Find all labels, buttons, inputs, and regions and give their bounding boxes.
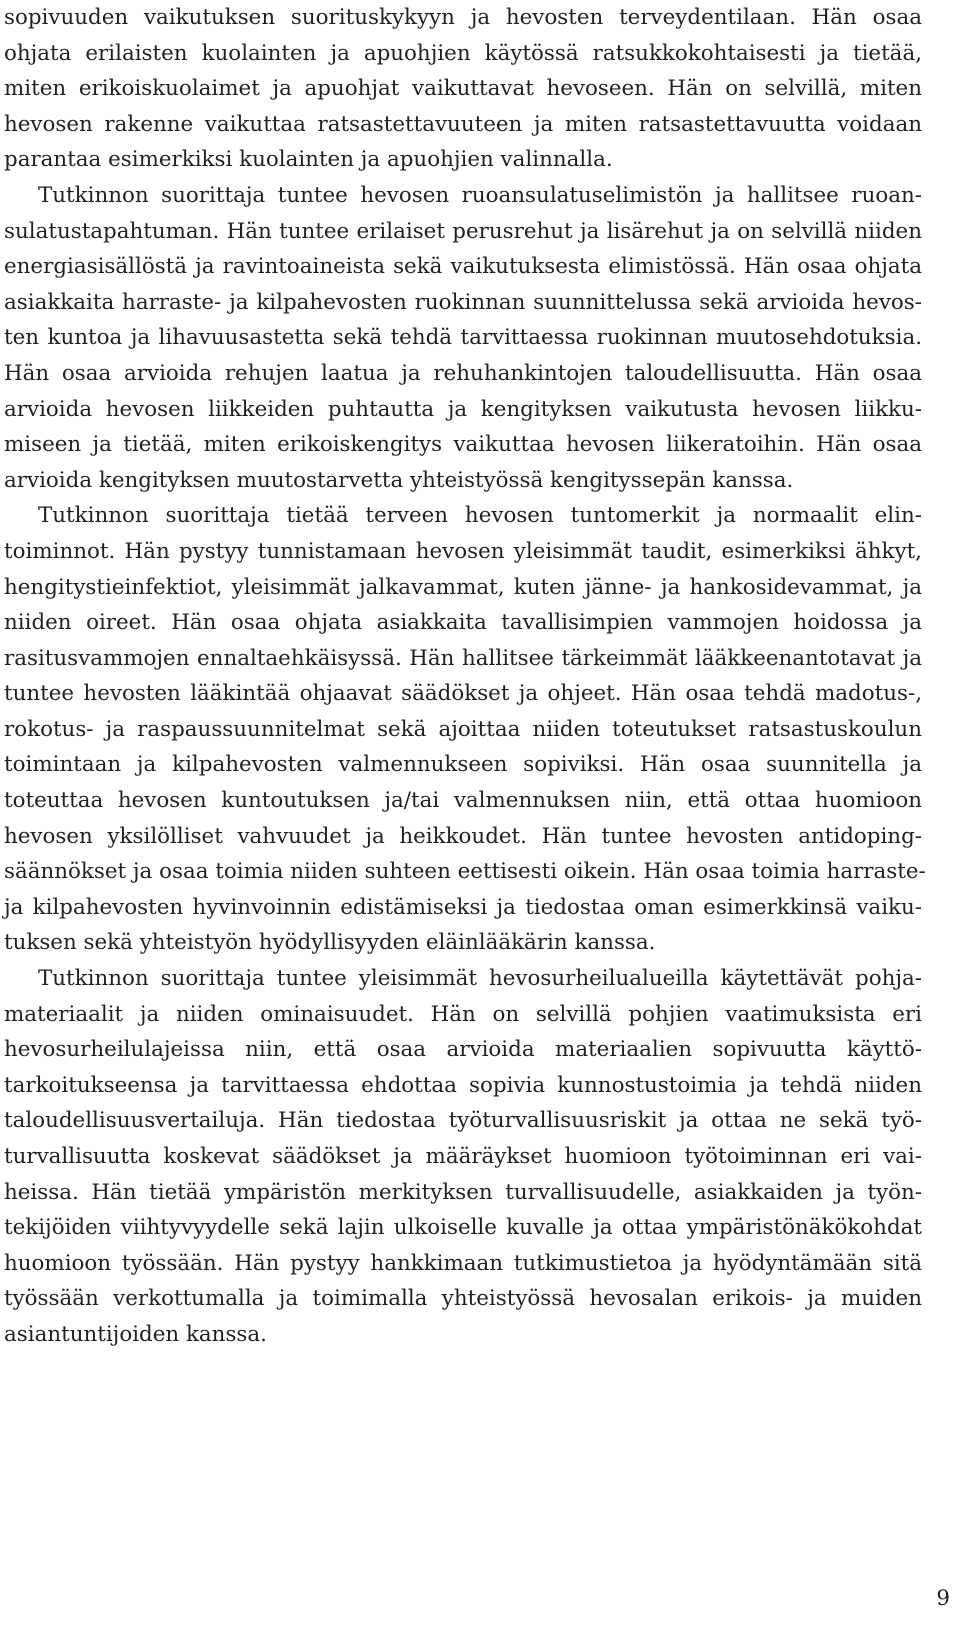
text-line: asiantuntijoiden kanssa. — [4, 1321, 267, 1347]
paragraph — [4, 961, 922, 1353]
text-line: Tutkinnon suorittaja tietää terveen hevosen tuntomerkit ja normaalit elin- — [38, 503, 922, 529]
text-line: taloudellisuusvertailuja. Hän tiedostaa työturvallisuusriskit ja ottaa ne sekä työ- — [4, 1108, 922, 1134]
text-line: Tutkinnon suorittaja tuntee hevosen ruoansulatuselimistön ja hallitsee ruoan- — [38, 182, 922, 208]
text-line: ja kilpahevosten hyvinvoinnin edistämiseksi ja tiedostaa oman esimerkkinsä vaiku- — [4, 894, 922, 920]
text-line: tuksen sekä yhteistyön hyödyllisyyden eläinlääkärin kanssa. — [4, 930, 656, 956]
text-line: sopivuuden vaikutuksen suorituskykyyn ja hevosten terveydentilaan. Hän osaa — [4, 5, 922, 30]
text-line: parantaa esimerkiksi kuolainten ja apuohjien valinnalla. — [4, 147, 613, 173]
text-line: hevosurheilulajeissa niin, että osaa arvioida materiaalien sopivuutta käyttö- — [4, 1037, 922, 1063]
text-line: Hän osaa arvioida rehujen laatua ja rehuhankintojen taloudellisuutta. Hän osaa — [4, 360, 922, 386]
text-line: arvioida kengityksen muutostarvetta yhteistyössä kengityssepän kanssa. — [4, 467, 794, 493]
text-line: huomioon työssään. Hän pystyy hankkimaan tutkimustietoa ja hyödyntämään sitä — [4, 1250, 922, 1276]
text-line: toiminnot. Hän pystyy tunnistamaan hevosen yleisimmät taudit, esimerkiksi ähkyt, — [4, 538, 922, 564]
text-line: miten erikoiskuolaimet ja apuohjat vaikuttavat hevoseen. Hän on selvillä, miten — [4, 76, 922, 102]
text-line: toteuttaa hevosen kuntoutuksen ja/tai valmennuksen niin, että ottaa huomioon — [4, 788, 922, 814]
text-line: arvioida hevosen liikkeiden puhtautta ja kengityksen vaikutusta hevosen liikku- — [4, 396, 922, 422]
text-line: heissa. Hän tietää ympäristön merkityksen turvallisuudelle, asiakkaiden ja työn- — [4, 1179, 922, 1205]
text-line: työssään verkottumalla ja toimimalla yhteistyössä hevosalan erikois- ja muiden — [4, 1286, 922, 1312]
text-line: säännökset ja osaa toimia niiden suhteen eettisesti oikein. Hän osaa toimia harraste- — [4, 859, 926, 885]
text-line: tarkoitukseensa ja tarvittaessa ehdottaa sopivia kunnostustoimia ja tehdä niiden — [4, 1072, 922, 1098]
text-line: hengitystieinfektiot, yleisimmät jalkavammat, kuten jänne- ja hankosidevammat, ja — [4, 574, 922, 600]
text-line: sulatustapahtuman. Hän tuntee erilaiset perusrehut ja lisärehut ja on selvillä niiden — [4, 218, 922, 244]
text-line: toimintaan ja kilpahevosten valmennukseen sopiviksi. Hän osaa suunnitella ja — [4, 752, 922, 778]
paragraph — [4, 178, 922, 498]
text-line: Tutkinnon suorittaja tuntee yleisimmät hevosurheilualueilla käytettävät pohja- — [38, 966, 922, 992]
text-line: rasitusvammojen ennaltaehkäisyssä. Hän hallitsee tärkeimmät lääkkeenantotavat ja — [4, 645, 922, 671]
text-line: hevosen rakenne vaikuttaa ratsastettavuuteen ja miten ratsastettavuutta voidaan — [4, 111, 922, 137]
text-line: hevosen yksilölliset vahvuudet ja heikkoudet. Hän tuntee hevosten antidoping- — [4, 823, 922, 849]
text-line: asiakkaita harraste- ja kilpahevosten ruokinnan suunnittelussa sekä arvioida hevos- — [4, 289, 922, 315]
text-line: niiden oireet. Hän osaa ohjata asiakkaita tavallisimpien vammojen hoidossa ja — [4, 610, 922, 636]
paragraph — [4, 0, 922, 178]
text-line: tekijöiden viihtyvyydelle sekä lajin ulkoiselle kuvalle ja ottaa ympäristönäkökohdat — [4, 1215, 922, 1241]
text-line: tuntee hevosten lääkintää ohjaavat säädökset ja ohjeet. Hän osaa tehdä madotus-, — [4, 681, 922, 707]
text-line: materiaalit ja niiden ominaisuudet. Hän on selvillä pohjien vaatimuksista eri — [4, 1001, 922, 1027]
text-line: ohjata erilaisten kuolainten ja apuohjien käytössä ratsukkokohtaisesti ja tietää, — [4, 40, 922, 66]
text-line: miseen ja tietää, miten erikoiskengitys vaikuttaa hevosen liikeratoihin. Hän osaa — [4, 432, 922, 458]
page-number: 9 — [936, 1586, 950, 1611]
text-line: turvallisuutta koskevat säädökset ja määräykset huomioon työtoiminnan eri vai- — [4, 1144, 922, 1169]
paragraph — [4, 498, 926, 961]
text-line: ten kuntoa ja lihavuusastetta sekä tehdä tarvittaessa ruokinnan muutosehdotuksia. — [4, 325, 922, 351]
text-line: energiasisällöstä ja ravintoaineista sekä vaikutuksesta elimistössä. Hän osaa ohjata — [4, 254, 922, 280]
body-text — [4, 0, 926, 1353]
text-line: rokotus- ja raspaussuunnitelmat sekä ajoittaa niiden toteutukset ratsastuskoulun — [4, 716, 922, 742]
